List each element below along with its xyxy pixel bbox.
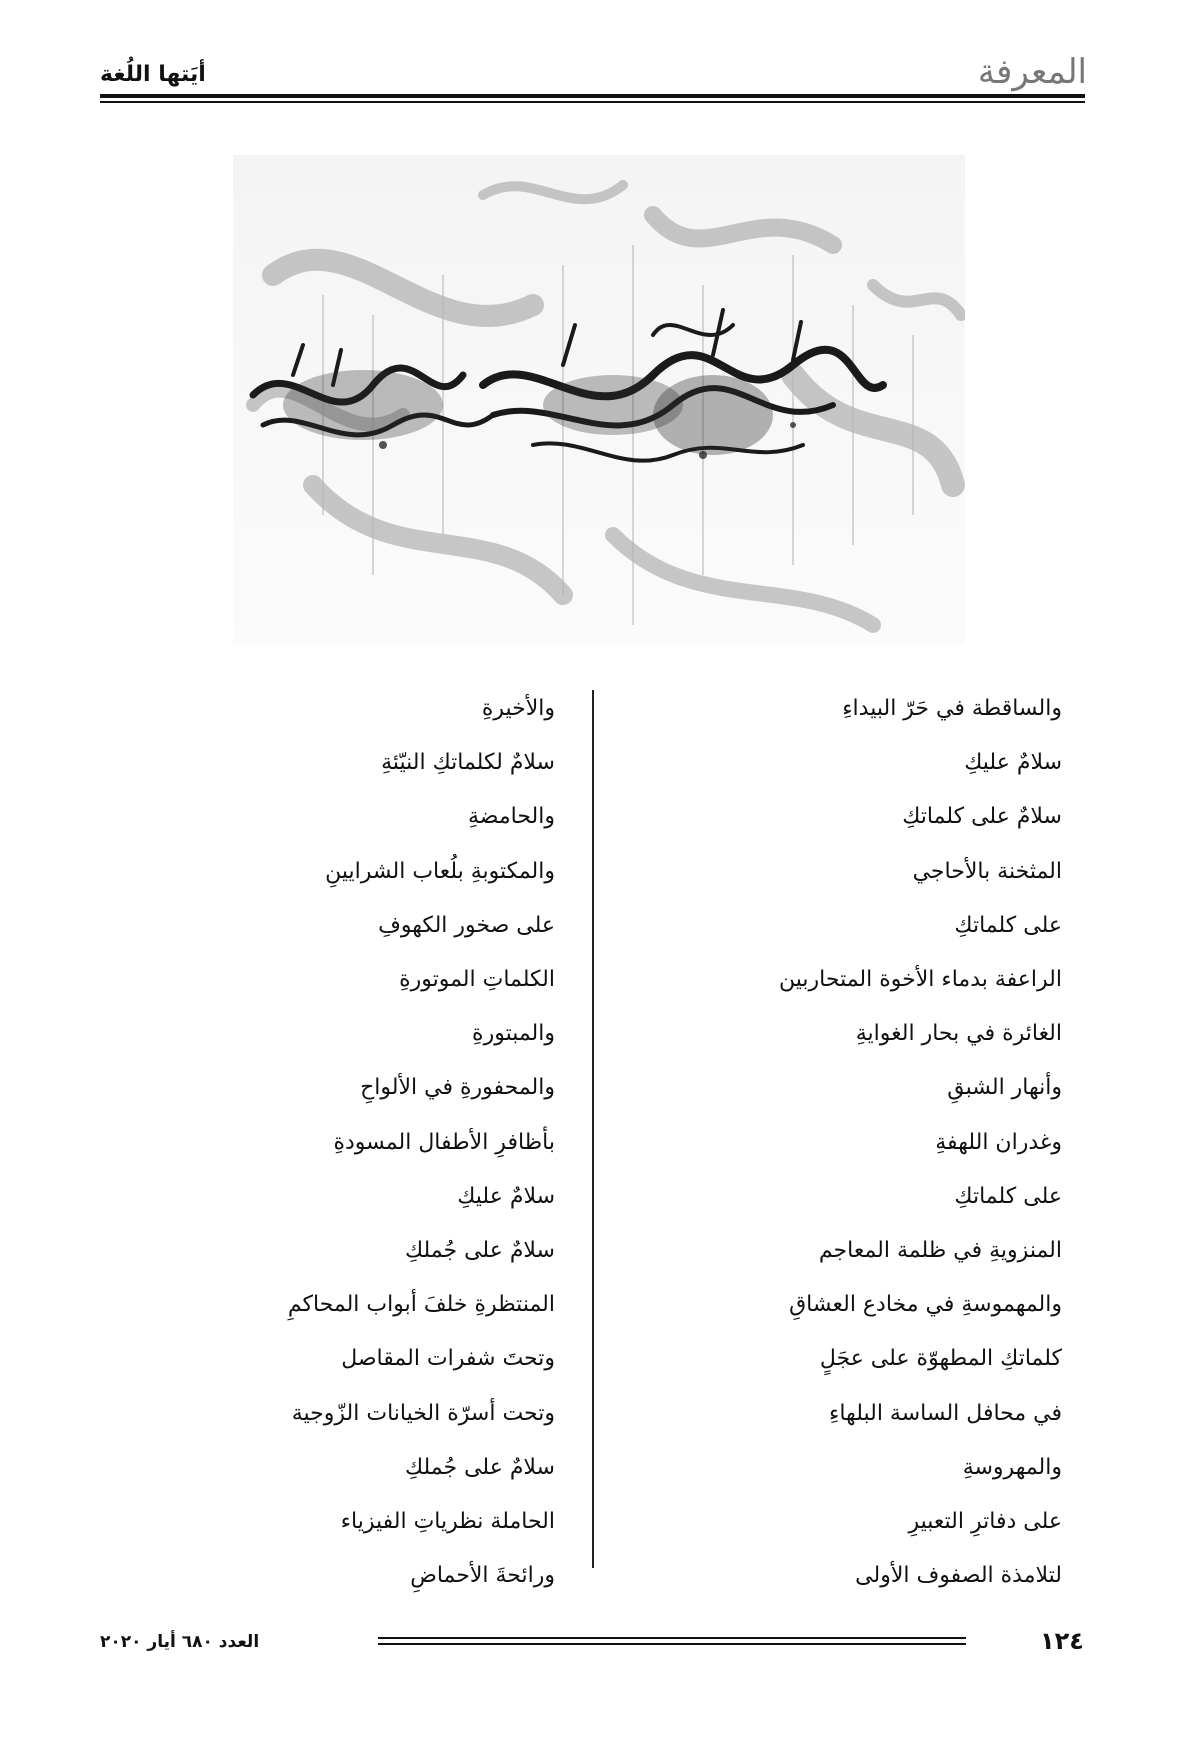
poem-line: على كلماتكِ — [954, 1183, 1062, 1209]
poem-line: سلامٌ لكلماتكِ النيّئةِ — [381, 750, 555, 776]
poem-line: ورائحةَ الأحماضِ — [410, 1563, 555, 1589]
page-number: ١٢٤ — [1040, 1627, 1084, 1655]
footer-rule-bottom — [378, 1643, 966, 1645]
header-rule-thin — [100, 101, 1085, 103]
poem-line: والأخيرةِ — [481, 696, 555, 721]
poem-line: والساقطة في حَرّ البيداءِ — [842, 696, 1062, 721]
poem-line: وتحتَ شفرات المقاصل — [341, 1346, 555, 1372]
issue-info: العدد ٦٨٠ أيار ٢٠٢٠ — [100, 1632, 260, 1652]
poem-line: المنزويةِ في ظلمة المعاجم — [818, 1238, 1062, 1264]
poem-line: الحاملة نظرياتِ الفيزياء — [340, 1509, 555, 1535]
poem-line: المثخنة بالأحاجي — [912, 858, 1062, 884]
poem-left-column — [135, 682, 555, 1603]
poem-line: المنتظرةِ خلفَ أبواب المحاكمِ — [287, 1292, 555, 1318]
poem-line: في محافل الساسة البلهاءِ — [829, 1400, 1062, 1426]
section-title: أيَتها اللُغة — [100, 62, 206, 87]
poem-line: الكلماتِ الموتورةِ — [399, 967, 555, 993]
poem-line: وأنهار الشبقِ — [947, 1075, 1062, 1101]
calligraphy-artwork — [233, 155, 965, 645]
poem-line: والمحفورةِ في الألواحِ — [360, 1075, 555, 1101]
poem-line: سلامٌ عليكِ — [457, 1183, 555, 1209]
poem-line: والمبتورةِ — [472, 1021, 555, 1047]
poem-line: كلماتكِ المطهوّة على عجَلٍ — [819, 1346, 1062, 1372]
poem-line: والمهموسةِ في مخادع العشاقِ — [789, 1292, 1062, 1318]
poem-line: وتحت أسرّة الخيانات الزّوجية — [291, 1400, 555, 1426]
poem-line: والمهروسةِ — [962, 1454, 1062, 1480]
poem-line: سلامٌ على جُملكِ — [404, 1454, 555, 1480]
poem-line: وغدران اللهفةِ — [935, 1129, 1062, 1155]
poem-line: الراعفة بدماء الأخوة المتحاربين — [779, 967, 1062, 993]
column-divider — [592, 690, 594, 1568]
poem-line: على كلماتكِ — [954, 912, 1062, 938]
poem-line: والمكتوبةِ بلُعاب الشرايينِ — [325, 858, 555, 884]
poem-line: بأظافرِ الأطفال المسودةِ — [333, 1129, 555, 1155]
poem-line: سلامٌ على جُملكِ — [404, 1238, 555, 1264]
poem-line: لتلامذة الصفوف الأولى — [855, 1563, 1062, 1589]
poem-line: سلامٌ على كلماتكِ — [902, 804, 1062, 830]
poem-line: على صخور الكهوفِ — [378, 912, 555, 938]
poem-line: والحامضةِ — [467, 804, 555, 830]
poem-line: سلامٌ عليكِ — [964, 750, 1062, 776]
header-rule-thick — [100, 94, 1085, 98]
poem-line: الغائرة في بحار الغوايةِ — [855, 1021, 1062, 1047]
magazine-logo: المعرفة — [977, 52, 1087, 92]
poem-line: على دفاترِ التعبيرِ — [908, 1509, 1062, 1535]
footer-rule-top — [378, 1637, 966, 1639]
poem-right-column — [642, 682, 1062, 1603]
